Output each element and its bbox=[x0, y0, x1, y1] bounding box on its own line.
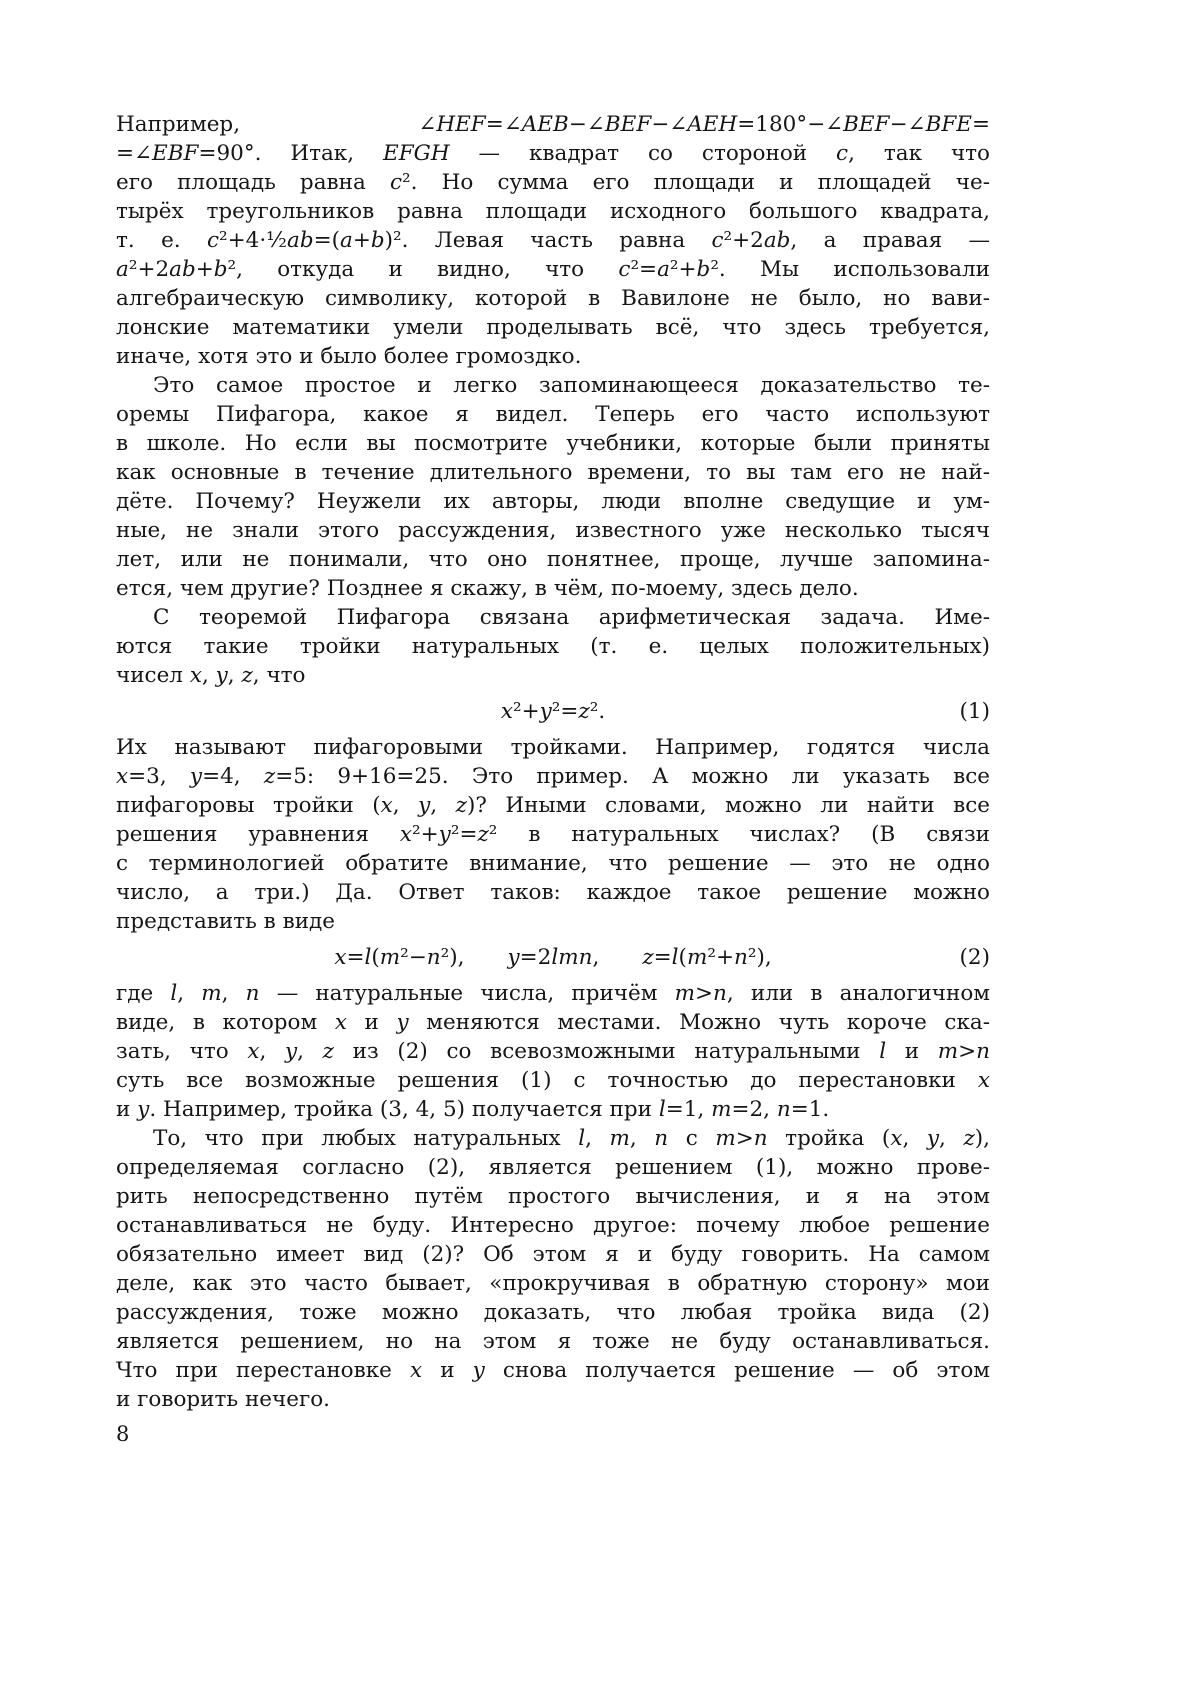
math-variable: x bbox=[890, 1126, 903, 1151]
math-variable: m bbox=[201, 981, 222, 1006]
math-variable: l bbox=[578, 1126, 586, 1151]
equation-body: x²+y²=z². bbox=[500, 699, 606, 724]
text-line: иначе, хотя это и было более громоздко. bbox=[116, 344, 582, 369]
math-variable: b bbox=[696, 257, 711, 282]
math-variable: m bbox=[715, 1126, 736, 1151]
math-variable: a bbox=[657, 257, 670, 282]
math-variable: z bbox=[578, 699, 590, 724]
math-variable: z bbox=[263, 764, 276, 789]
text-line: и y. Например, тройка (3, 4, 5) получается при l=1, m=2, n=1. bbox=[116, 1097, 830, 1122]
math-variable: x bbox=[247, 1039, 260, 1064]
math-variable: ab bbox=[169, 257, 196, 282]
math-variable: y bbox=[507, 945, 520, 970]
math-variable: x bbox=[410, 1358, 423, 1383]
math-variable: n bbox=[426, 945, 441, 970]
math-variable: z bbox=[477, 822, 489, 847]
math-variable: y bbox=[438, 822, 451, 847]
math-variable: ab bbox=[763, 228, 791, 253]
math-variable: c bbox=[836, 141, 849, 166]
math-variable: n bbox=[245, 981, 260, 1006]
math-variable: l bbox=[658, 1097, 666, 1122]
text-line: x=3, y=4, z=5: 9+16=25. Это пример. А можно ли указать все bbox=[116, 764, 990, 789]
math-variable: z bbox=[963, 1126, 975, 1151]
text-line: т. е. c²+4·½ab=(a+b)². Левая часть равна c²+2ab, а правая — bbox=[116, 228, 990, 253]
text-line: алгебраическую символику, которой в Вавилоне не было, но вави- bbox=[116, 286, 990, 311]
math-variable: l bbox=[170, 981, 178, 1006]
math-variable: HEF bbox=[436, 112, 486, 137]
text-line: число, а три.) Да. Ответ таков: каждое такое решение можно bbox=[116, 880, 990, 905]
math-variable: a bbox=[340, 228, 353, 253]
math-variable: n bbox=[753, 1126, 768, 1151]
math-variable: y bbox=[396, 1010, 409, 1035]
text-line: представить в виде bbox=[116, 909, 336, 934]
text-line: где l, m, n — натуральные числа, причём m>n, или в аналогичном bbox=[116, 981, 991, 1006]
text-line: чисел x, y, z, что bbox=[116, 663, 306, 688]
math-variable: y bbox=[472, 1358, 485, 1383]
math-variable: lmn bbox=[551, 945, 593, 970]
math-variable: m bbox=[686, 945, 708, 970]
text-line: в школе. Но если вы посмотрите учебники, которые были приняты bbox=[116, 431, 990, 456]
math-variable: ab bbox=[287, 228, 314, 253]
text-line: решения уравнения x²+y²=z² в натуральных числах? (В связи bbox=[116, 822, 991, 847]
text-column bbox=[116, 110, 990, 1414]
text-line: a²+2ab+b², откуда и видно, что c²=a²+b². Мы использовали bbox=[116, 257, 990, 282]
math-variable: x bbox=[399, 822, 413, 847]
text-line: виде, в котором x и y меняются местами. Можно чуть короче ска- bbox=[116, 1010, 990, 1035]
math-variable: x bbox=[334, 945, 347, 970]
math-variable: b bbox=[370, 228, 385, 253]
display-equation bbox=[116, 697, 990, 726]
text-line: определяемая согласно (2), является решением (1), можно прове- bbox=[116, 1155, 990, 1180]
text-line: С теоремой Пифагора связана арифметическая задача. Име- bbox=[153, 605, 990, 630]
text-line: ные, не знали этого рассуждения, известного уже несколько тысяч bbox=[116, 518, 990, 543]
math-variable: x bbox=[116, 764, 129, 789]
text-line: =∠EBF=90°. Итак, EFGH — квадрат со стороной c, так что bbox=[116, 141, 990, 166]
math-variable: y bbox=[215, 663, 228, 688]
math-variable: EBF bbox=[152, 141, 199, 166]
math-variable: z bbox=[241, 663, 253, 688]
math-variable: m bbox=[379, 945, 401, 970]
math-variable: y bbox=[189, 764, 203, 789]
math-variable: z bbox=[455, 793, 467, 818]
text-line: зать, что x, y, z из (2) со всевозможными натуральными l и m>n bbox=[116, 1039, 991, 1064]
math-variable: x bbox=[500, 699, 513, 724]
text-line: рить непосредственно путём простого вычисления, и я на этом bbox=[116, 1184, 990, 1209]
equation-body: x=l(m²−n²), y=2lmn, z=l(m²+n²), bbox=[334, 945, 772, 970]
text-line: лонские математики умели проделывать всё, что здесь требуется, bbox=[116, 315, 990, 340]
math-variable: n bbox=[976, 1039, 991, 1064]
text-line: ются такие тройки натуральных (т. е. целых положительных) bbox=[116, 634, 990, 659]
text-line: Это самое простое и легко запоминающееся доказательство те- bbox=[153, 373, 990, 398]
text-line: Например, ∠HEF=∠AEB−∠BEF−∠AEH=180°−∠BEF−∠BFE= bbox=[116, 112, 990, 137]
math-variable: l bbox=[879, 1039, 887, 1064]
math-variable: BFE bbox=[925, 112, 972, 137]
math-variable: c bbox=[618, 257, 631, 282]
math-variable: n bbox=[733, 945, 748, 970]
math-variable: AEH bbox=[687, 112, 738, 137]
math-variable: m bbox=[609, 1126, 630, 1151]
math-variable: n bbox=[776, 1097, 791, 1122]
math-variable: x bbox=[977, 1068, 990, 1093]
math-variable: y bbox=[539, 699, 552, 724]
page-number: 8 bbox=[116, 1422, 130, 1446]
text-line: оремы Пифагора, какое я видел. Теперь его часто используют bbox=[116, 402, 990, 427]
math-variable: z bbox=[322, 1039, 334, 1064]
text-line: лет, или не понимали, что оно понятнее, проще, лучше запомина- bbox=[116, 547, 990, 572]
text-line: суть все возможные решения (1) с точностью до перестановки x bbox=[116, 1068, 990, 1093]
math-variable: c bbox=[389, 170, 402, 195]
text-line: пифагоровы тройки (x, y, z)? Иными словами, можно ли найти все bbox=[116, 793, 991, 818]
text-line: обязательно имеет вид (2)? Об этом я и буду говорить. На самом bbox=[116, 1242, 990, 1267]
text-line: Их называют пифагоровыми тройками. Например, годятся числа bbox=[116, 735, 990, 760]
math-variable: y bbox=[926, 1126, 940, 1151]
math-variable: c bbox=[711, 228, 724, 253]
math-variable: l bbox=[671, 945, 679, 970]
display-equation bbox=[116, 943, 990, 972]
equation-number: (1) bbox=[959, 699, 990, 724]
math-variable: n bbox=[654, 1126, 669, 1151]
math-variable: y bbox=[137, 1097, 150, 1122]
math-variable: m bbox=[674, 981, 696, 1006]
text-line: как основные в течение длительного времени, то вы там его не най- bbox=[116, 460, 990, 485]
math-variable: x bbox=[334, 1010, 347, 1035]
text-line: деле, как это часто бывает, «прокручивая в обратную сторону» мои bbox=[116, 1271, 990, 1296]
math-variable: BEF bbox=[843, 112, 890, 137]
math-variable: c bbox=[206, 228, 220, 253]
text-line: дёте. Почему? Неужели их авторы, люди вполне сведущие и ум- bbox=[116, 489, 990, 514]
math-variable: m bbox=[711, 1097, 732, 1122]
math-variable: EFGH bbox=[383, 141, 450, 166]
text-line: является решением, но на этом я тоже не буду останавливаться. bbox=[116, 1329, 990, 1354]
math-variable: BEF bbox=[604, 112, 652, 137]
text-line: останавливаться не буду. Интересно другое: почему любое решение bbox=[116, 1213, 990, 1238]
text-line: То, что при любых натуральных l, m, n с m>n тройка (x, y, z), bbox=[153, 1126, 990, 1151]
math-variable: m bbox=[937, 1039, 959, 1064]
text-line: тырёх треугольников равна площади исходного большого квадрата, bbox=[116, 199, 990, 224]
math-variable: z bbox=[642, 945, 654, 970]
math-variable: AEB bbox=[521, 112, 569, 137]
text-line: его площадь равна c². Но сумма его площади и площадей че- bbox=[116, 170, 991, 195]
math-variable: y bbox=[285, 1039, 298, 1064]
math-variable: l bbox=[364, 945, 372, 970]
math-variable: x bbox=[189, 663, 202, 688]
text-line: и говорить нечего. bbox=[116, 1387, 330, 1412]
math-variable: b bbox=[213, 257, 228, 282]
math-variable: x bbox=[380, 793, 393, 818]
text-line: Что при перестановке x и y снова получается решение — об этом bbox=[116, 1358, 991, 1383]
text-line: с терминологией обратите внимание, что решение — это не одно bbox=[116, 851, 990, 876]
text-line: ется, чем другие? Позднее я скажу, в чём, по-моему, здесь дело. bbox=[116, 576, 859, 601]
text-line: рассуждения, тоже можно доказать, что любая тройка вида (2) bbox=[116, 1300, 990, 1325]
math-variable: n bbox=[713, 981, 727, 1006]
equation-number: (2) bbox=[959, 945, 990, 970]
math-variable: a bbox=[116, 257, 129, 282]
math-variable: y bbox=[418, 793, 431, 818]
